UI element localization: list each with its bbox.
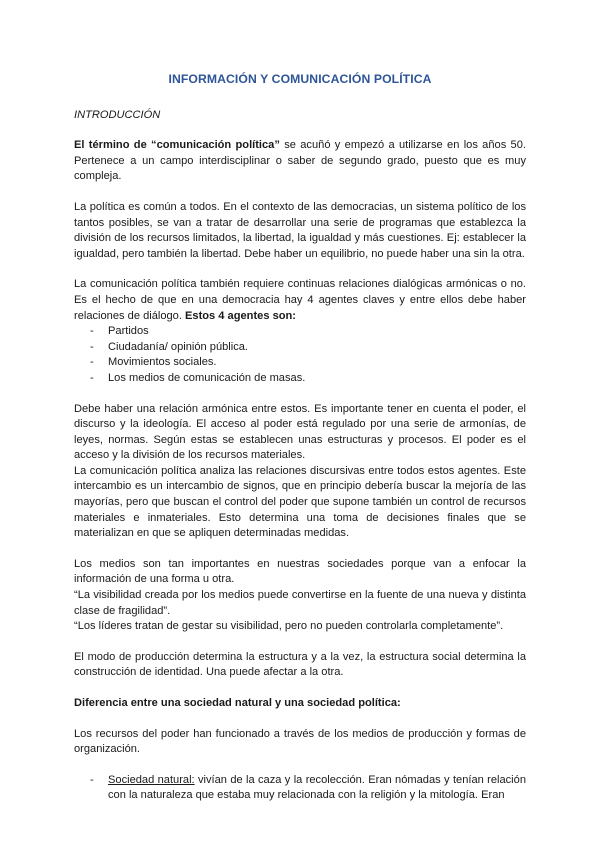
section-heading: Diferencia entre una sociedad natural y una sociedad política:: [74, 697, 401, 709]
list-item: [74, 773, 526, 804]
paragraph-8: Los recursos del poder han funcionado a través de los medios de producción y formas de organización.: [74, 727, 526, 756]
dash-bullet: -: [90, 340, 94, 353]
dash-bullet: -: [90, 325, 94, 338]
natural-society-label: Sociedad natural:: [108, 773, 195, 786]
paragraph-1-bold: El término de “comunicación política”: [74, 139, 280, 152]
paragraph-1: [74, 138, 526, 185]
dash-bullet: -: [90, 773, 94, 786]
list-item: - Partidos: [74, 324, 526, 340]
quote-2: “Los líderes tratan de gestar su visibilidad, pero no pueden controlarla completamente”.: [74, 620, 504, 633]
paragraph-3-text: La comunicación política también requiere continuas relaciones dialógicas armónicas o no. Es el hecho de que en una democracia hay 4 agentes claves y entre ellos debe haber relaciones de diálogo.: [74, 278, 526, 322]
quote-1: “La visibilidad creada por los medios puede convertirse en la fuente de una nueva y distinta clase de fragilidad”.: [74, 589, 526, 617]
document-title: INFORMACIÓN Y COMUNICACIÓN POLÍTICA: [168, 72, 432, 86]
paragraph-3-bold: Estos 4 agentes son:: [185, 309, 296, 322]
paragraph-6: Los medios son tan importantes en nuestras sociedades porque van a enfocar la información de una forma u otra.: [74, 557, 526, 586]
paragraph-5: La comunicación política analiza las relaciones discursivas entre todos estos agentes. Este intercambio es un intercambio de signos, que en principio debería buscar la mejoría de las mayorías, pero que buscan el control del poder que supone también un control de recursos materiales e inmateriales. Esto determina una toma de decisiones finales que se materializan en que se apliquen determinadas medidas.: [74, 464, 526, 540]
intro-heading: INTRODUCCIÓN: [74, 108, 161, 121]
paragraph-1-text: se acuñó y empezó a utilizarse en los años 50. Pertenece a un campo interdisciplinar o saber de segundo grado, puesto que es muy compleja.: [74, 139, 526, 183]
dash-bullet: -: [90, 356, 94, 369]
list-item: - Ciudadanía/ opinión pública.: [74, 340, 526, 356]
agents-list: [74, 324, 526, 386]
list-item: - Movimientos sociales.: [74, 355, 526, 371]
natural-society-text: vivían de la caza y la recolección. Eran nómadas y tenían relación con la naturaleza que estaba muy relacionada con la religión y la mitología. Eran: [108, 773, 526, 802]
paragraph-7: El modo de producción determina la estructura y a la vez, la estructura social determina la construcción de identidad. Una puede afectar a la otra.: [74, 650, 526, 679]
paragraph-2: La política es común a todos. En el contexto de las democracias, un sistema político de los tantos posibles, se van a tratar de desarrollar una serie de programas que establezca la división de los recursos limitados, la libertad, la igualdad y más cuestiones. Ej: establecer la igualdad, pero también la libertad. Debe haber un equilibrio, no puede haber una sin la otra.: [74, 200, 526, 260]
list-item: - Los medios de comunicación de masas.: [74, 371, 526, 387]
paragraph-4: Debe haber una relación armónica entre estos. Es importante tener en cuenta el poder, el discurso y la ideología. El acceso al poder está regulado por una serie de armonías, de leyes, normas. Según estas se establecen unas estructuras y procesos. El poder es el acceso y la división de los recursos materiales.: [74, 402, 526, 462]
society-list: [74, 773, 526, 804]
paragraph-3: [74, 277, 526, 324]
dash-bullet: -: [90, 371, 94, 384]
